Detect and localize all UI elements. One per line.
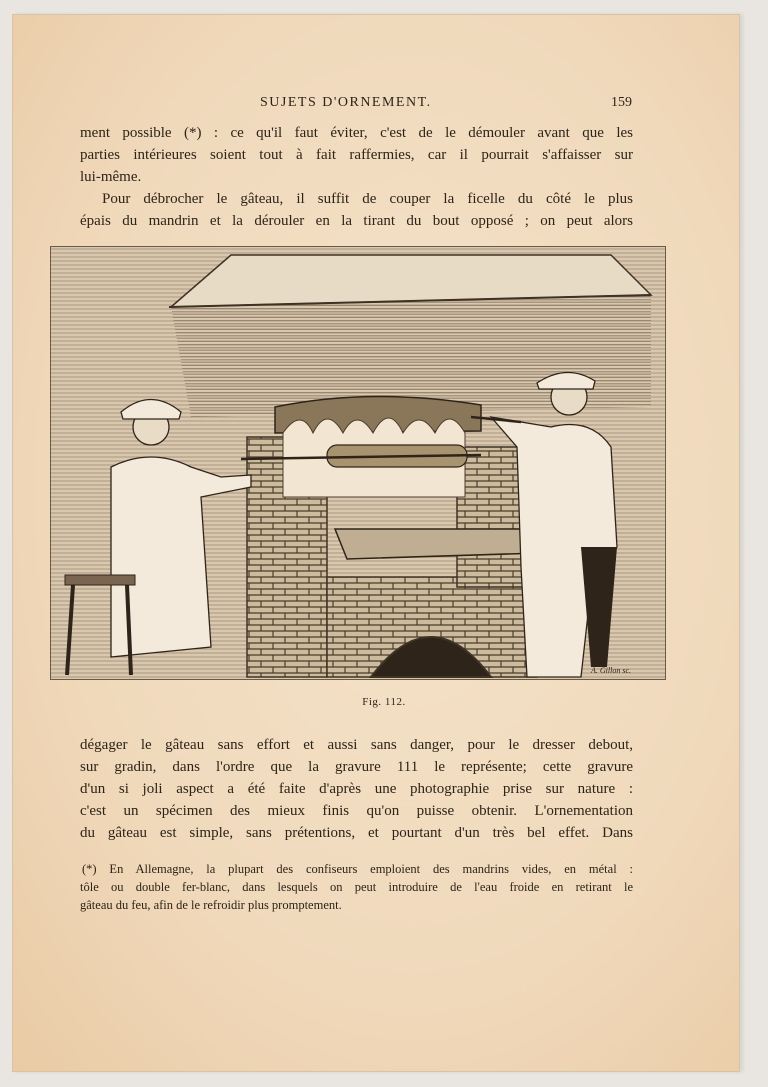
engraver-signature: A. Gillon sc.: [591, 666, 631, 675]
text-line: du gâteau est simple, sans prétentions, et pourtant d'un très bel effet. Dans: [80, 825, 633, 841]
footnote: [80, 860, 633, 914]
footnote-line: tôle ou double fer-blanc, dans lesquels on peut introduire de l'eau froide en retirant le: [80, 880, 633, 894]
header-title: SUJETS D'ORNEMENT.: [260, 95, 432, 110]
text-line: Pour débrocher le gâteau, il suffit de couper la ficelle du côté le plus: [102, 191, 633, 207]
text-line: d'un si joli aspect a été faite d'après une photographie prise sur nature :: [80, 781, 633, 797]
text-line: lui-même.: [80, 169, 142, 185]
text-line: parties intérieures soient tout à fait raffermies, car il pourrait s'affaisser sur: [80, 147, 633, 163]
footnote-line: (*) En Allemagne, la plupart des confiseurs emploient des mandrins vides, en métal :: [82, 862, 633, 876]
text-line: c'est un spécimen des mieux finis qu'on puisse obtenir. L'ornementation: [80, 803, 633, 819]
footnote-line: gâteau du feu, afin de le refroidir plus promptement.: [80, 898, 342, 912]
top-paragraph: [80, 122, 633, 232]
text-line: dégager le gâteau sans effort et aussi sans danger, pour le dresser debout,: [80, 737, 633, 753]
running-header: [80, 92, 632, 114]
engraving-figure: [50, 246, 666, 680]
drip-pan: [335, 529, 539, 559]
figure-caption: Fig. 112.: [362, 696, 406, 708]
bottom-paragraph: [80, 734, 633, 844]
engraving-illustration: [51, 247, 665, 679]
text-line: ment possible (*) : ce qu'il faut éviter, c'est de le démouler avant que les: [80, 125, 633, 141]
text-line: sur gradin, dans l'ordre que la gravure 111 le représente; cette gravure: [80, 759, 633, 775]
page-number: 159: [611, 95, 632, 110]
text-line: épais du mandrin et la dérouler en la tirant du bout opposé ; on peut alors: [80, 213, 633, 229]
